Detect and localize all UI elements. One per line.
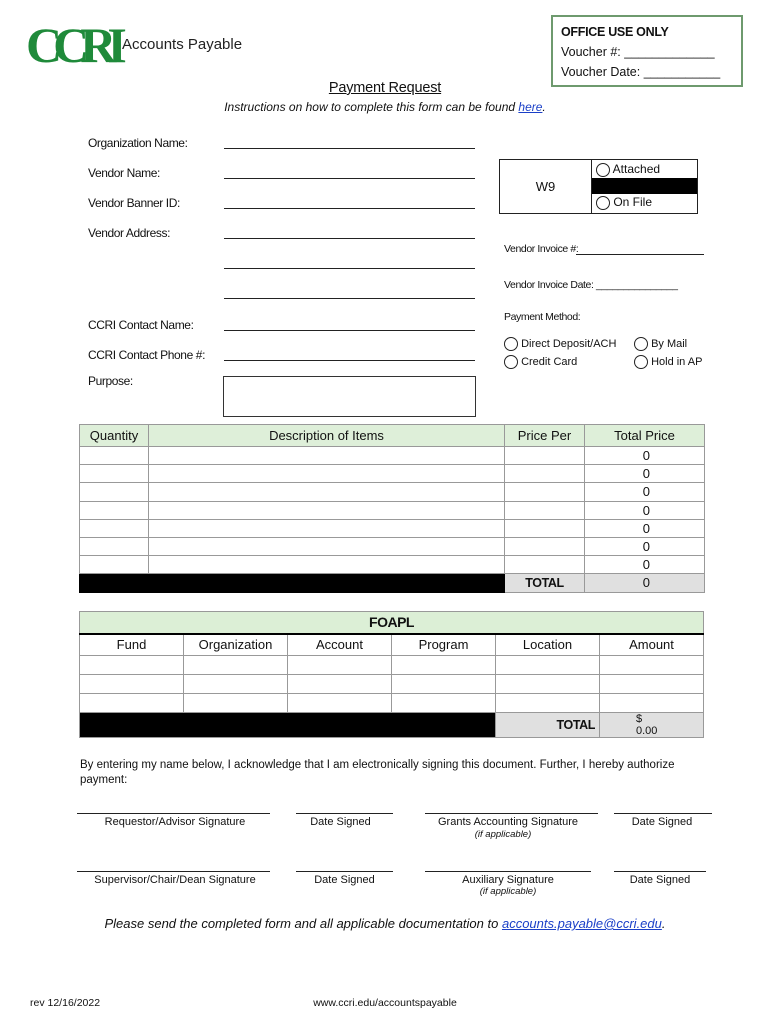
header-amount: Amount	[600, 634, 704, 656]
program-cell[interactable]	[392, 675, 496, 694]
requestor-date-label: Date Signed	[310, 816, 371, 828]
description-cell[interactable]	[149, 447, 505, 465]
payment-option-by-mail[interactable]	[634, 337, 687, 351]
items-header-row	[80, 425, 705, 447]
items-total-label: TOTAL	[505, 574, 585, 592]
amount-cell[interactable]	[600, 656, 704, 675]
instructions	[0, 100, 770, 114]
header-total-price: Total Price	[585, 425, 705, 447]
payment-option-ach[interactable]	[504, 337, 616, 351]
price-per-cell[interactable]	[505, 556, 585, 574]
foapl-total-filler	[80, 713, 496, 738]
ach-radio[interactable]	[504, 337, 518, 351]
quantity-cell[interactable]	[80, 483, 149, 501]
grants-signature-line[interactable]	[425, 813, 598, 814]
description-cell[interactable]	[149, 483, 505, 501]
location-cell[interactable]	[496, 675, 600, 694]
organization-cell[interactable]	[184, 675, 288, 694]
quantity-cell[interactable]	[80, 537, 149, 555]
supervisor-date-line[interactable]	[296, 871, 393, 872]
location-cell[interactable]	[496, 694, 600, 713]
amount-cell[interactable]	[600, 675, 704, 694]
quantity-cell[interactable]	[80, 556, 149, 574]
price-per-cell[interactable]	[505, 537, 585, 555]
w9-attached-label: Attached	[612, 162, 661, 176]
organization-name-label: Organization Name:	[88, 136, 188, 150]
price-per-cell[interactable]	[505, 519, 585, 537]
payment-option-credit-card[interactable]	[504, 355, 577, 369]
vendor-address-line-1[interactable]	[224, 238, 475, 239]
supervisor-date-label: Date Signed	[314, 874, 375, 886]
grants-date-label: Date Signed	[631, 816, 693, 828]
items-grand-total: 0	[585, 574, 705, 592]
header-fund: Fund	[80, 634, 184, 656]
w9-divider-bar	[592, 178, 697, 194]
location-cell[interactable]	[496, 656, 600, 675]
program-cell[interactable]	[392, 656, 496, 675]
price-per-cell[interactable]	[505, 447, 585, 465]
table-row	[80, 501, 705, 519]
organization-name-field[interactable]	[224, 148, 475, 149]
description-cell[interactable]	[149, 501, 505, 519]
table-row	[80, 675, 704, 694]
foapl-title: FOAPL	[80, 612, 704, 634]
fund-cell[interactable]	[80, 694, 184, 713]
table-row	[80, 447, 705, 465]
supervisor-signature-line[interactable]	[77, 871, 270, 872]
by-mail-label: By Mail	[651, 337, 688, 350]
office-use-box	[551, 15, 743, 87]
hold-in-ap-radio[interactable]	[634, 355, 648, 369]
foapl-table	[79, 611, 704, 738]
foapl-total-row	[80, 713, 704, 738]
payment-option-hold-in-ap[interactable]	[634, 355, 702, 369]
purpose-label: Purpose:	[88, 374, 133, 388]
fund-cell[interactable]	[80, 656, 184, 675]
description-cell[interactable]	[149, 519, 505, 537]
purpose-field[interactable]	[223, 376, 476, 417]
ccri-contact-name-field[interactable]	[224, 330, 475, 331]
foapl-total-amount: $ 0.00	[600, 713, 704, 738]
accounts-payable-email-link[interactable]: accounts.payable@ccri.edu	[501, 916, 662, 931]
revision-date: rev 12/16/2022	[30, 997, 101, 1009]
total-filler	[149, 574, 505, 592]
total-price-cell: 0	[585, 501, 705, 519]
office-use-title: OFFICE USE ONLY	[561, 25, 669, 39]
header-price-per: Price Per	[505, 425, 585, 447]
total-price-cell: 0	[585, 465, 705, 483]
total-price-cell: 0	[585, 556, 705, 574]
header-organization: Organization	[184, 634, 288, 656]
ach-label: Direct Deposit/ACH	[521, 337, 617, 350]
voucher-number: Voucher #: _____________	[561, 45, 715, 59]
supervisor-signature-label: Supervisor/Chair/Dean Signature	[94, 874, 256, 886]
requestor-signature-label: Requestor/Advisor Signature	[104, 816, 246, 828]
voucher-date: Voucher Date: ___________	[561, 65, 721, 79]
w9-label: W9	[500, 160, 592, 213]
w9-on-file-label: On File	[613, 195, 653, 209]
vendor-banner-id-field[interactable]	[224, 208, 475, 209]
ccri-contact-phone-label: CCRI Contact Phone #:	[88, 348, 205, 362]
account-cell[interactable]	[288, 675, 392, 694]
table-row	[80, 694, 704, 713]
auxiliary-date-line[interactable]	[614, 871, 706, 872]
price-per-cell[interactable]	[505, 501, 585, 519]
submission-note-text: Please send the completed form and all applicable documentation to	[104, 916, 502, 931]
w9-on-file-radio[interactable]	[596, 196, 610, 210]
instructions-period: .	[542, 100, 546, 114]
vendor-invoice-number-field[interactable]	[576, 254, 704, 255]
description-cell[interactable]	[149, 537, 505, 555]
requestor-date-line[interactable]	[296, 813, 393, 814]
header-quantity: Quantity	[80, 425, 149, 447]
logo-text: CCRI	[26, 18, 118, 70]
vendor-name-label: Vendor Name:	[88, 166, 160, 180]
quantity-cell[interactable]	[80, 447, 149, 465]
account-cell[interactable]	[288, 694, 392, 713]
quantity-cell[interactable]	[80, 465, 149, 483]
price-per-cell[interactable]	[505, 465, 585, 483]
vendor-banner-id-label: Vendor Banner ID:	[88, 196, 180, 210]
foapl-header-row	[80, 634, 704, 656]
total-price-cell: 0	[585, 483, 705, 501]
ccri-contact-phone-field[interactable]	[224, 360, 475, 361]
requestor-signature-line[interactable]	[77, 813, 270, 814]
department-title: Accounts Payable	[122, 36, 243, 53]
organization-cell[interactable]	[184, 656, 288, 675]
vendor-address-line-3[interactable]	[224, 298, 475, 299]
payment-method-label: Payment Method:	[504, 311, 581, 323]
acknowledgement-text: By entering my name below, I acknowledge that I am electronically signing this document. Further, I hereby authorize payment:	[80, 759, 675, 786]
grants-signature-label: Grants Accounting Signature	[437, 816, 579, 828]
vendor-name-field[interactable]	[224, 178, 475, 179]
foapl-total-label: TOTAL	[496, 713, 600, 738]
total-filler	[80, 574, 149, 592]
w9-attached-radio[interactable]	[596, 163, 610, 177]
vendor-address-label: Vendor Address:	[88, 226, 171, 240]
account-cell[interactable]	[288, 656, 392, 675]
total-price-cell: 0	[585, 519, 705, 537]
foapl-title-row	[80, 612, 704, 634]
vendor-invoice-number-label: Vendor Invoice #:	[504, 243, 579, 255]
vendor-address-line-2[interactable]	[224, 268, 475, 269]
items-table	[79, 424, 705, 593]
table-row	[80, 483, 705, 501]
description-cell[interactable]	[149, 465, 505, 483]
credit-card-radio[interactable]	[504, 355, 518, 369]
table-row	[80, 519, 705, 537]
hold-in-ap-label: Hold in AP	[651, 355, 703, 368]
organization-cell[interactable]	[184, 694, 288, 713]
w9-on-file-option[interactable]	[596, 195, 652, 210]
auxiliary-signature-note: (if applicable)	[479, 886, 537, 897]
instructions-link[interactable]: here	[518, 100, 543, 114]
fund-cell[interactable]	[80, 675, 184, 694]
auxiliary-date-label: Date Signed	[629, 874, 691, 886]
price-per-cell[interactable]	[505, 483, 585, 501]
items-total-row	[80, 574, 705, 592]
grants-date-line[interactable]	[614, 813, 712, 814]
quantity-cell[interactable]	[80, 501, 149, 519]
grants-signature-note: (if applicable)	[474, 829, 532, 840]
by-mail-radio[interactable]	[634, 337, 648, 351]
submission-note-period: .	[661, 916, 666, 931]
ccri-contact-name-label: CCRI Contact Name:	[88, 318, 194, 332]
amount-cell[interactable]	[600, 694, 704, 713]
instructions-text: Instructions on how to complete this form can be found	[224, 100, 519, 114]
description-cell[interactable]	[149, 556, 505, 574]
auxiliary-signature-label: Auxiliary Signature	[462, 874, 554, 886]
ccri-logo	[26, 18, 126, 70]
table-row	[80, 656, 704, 675]
vendor-invoice-date[interactable]: Vendor Invoice Date: _______________	[504, 279, 678, 291]
credit-card-label: Credit Card	[521, 355, 578, 368]
header-location: Location	[496, 634, 600, 656]
header-program: Program	[392, 634, 496, 656]
submission-note	[0, 916, 770, 931]
table-row	[80, 537, 705, 555]
website-url: www.ccri.edu/accountspayable	[313, 997, 457, 1009]
w9-attached-option[interactable]	[596, 162, 660, 177]
header-description: Description of Items	[149, 425, 505, 447]
quantity-cell[interactable]	[80, 519, 149, 537]
form-title: Payment Request	[328, 80, 442, 96]
total-price-cell: 0	[585, 537, 705, 555]
program-cell[interactable]	[392, 694, 496, 713]
total-price-cell: 0	[585, 447, 705, 465]
table-row	[80, 556, 705, 574]
auxiliary-signature-line[interactable]	[425, 871, 591, 872]
table-row	[80, 465, 705, 483]
header-account: Account	[288, 634, 392, 656]
